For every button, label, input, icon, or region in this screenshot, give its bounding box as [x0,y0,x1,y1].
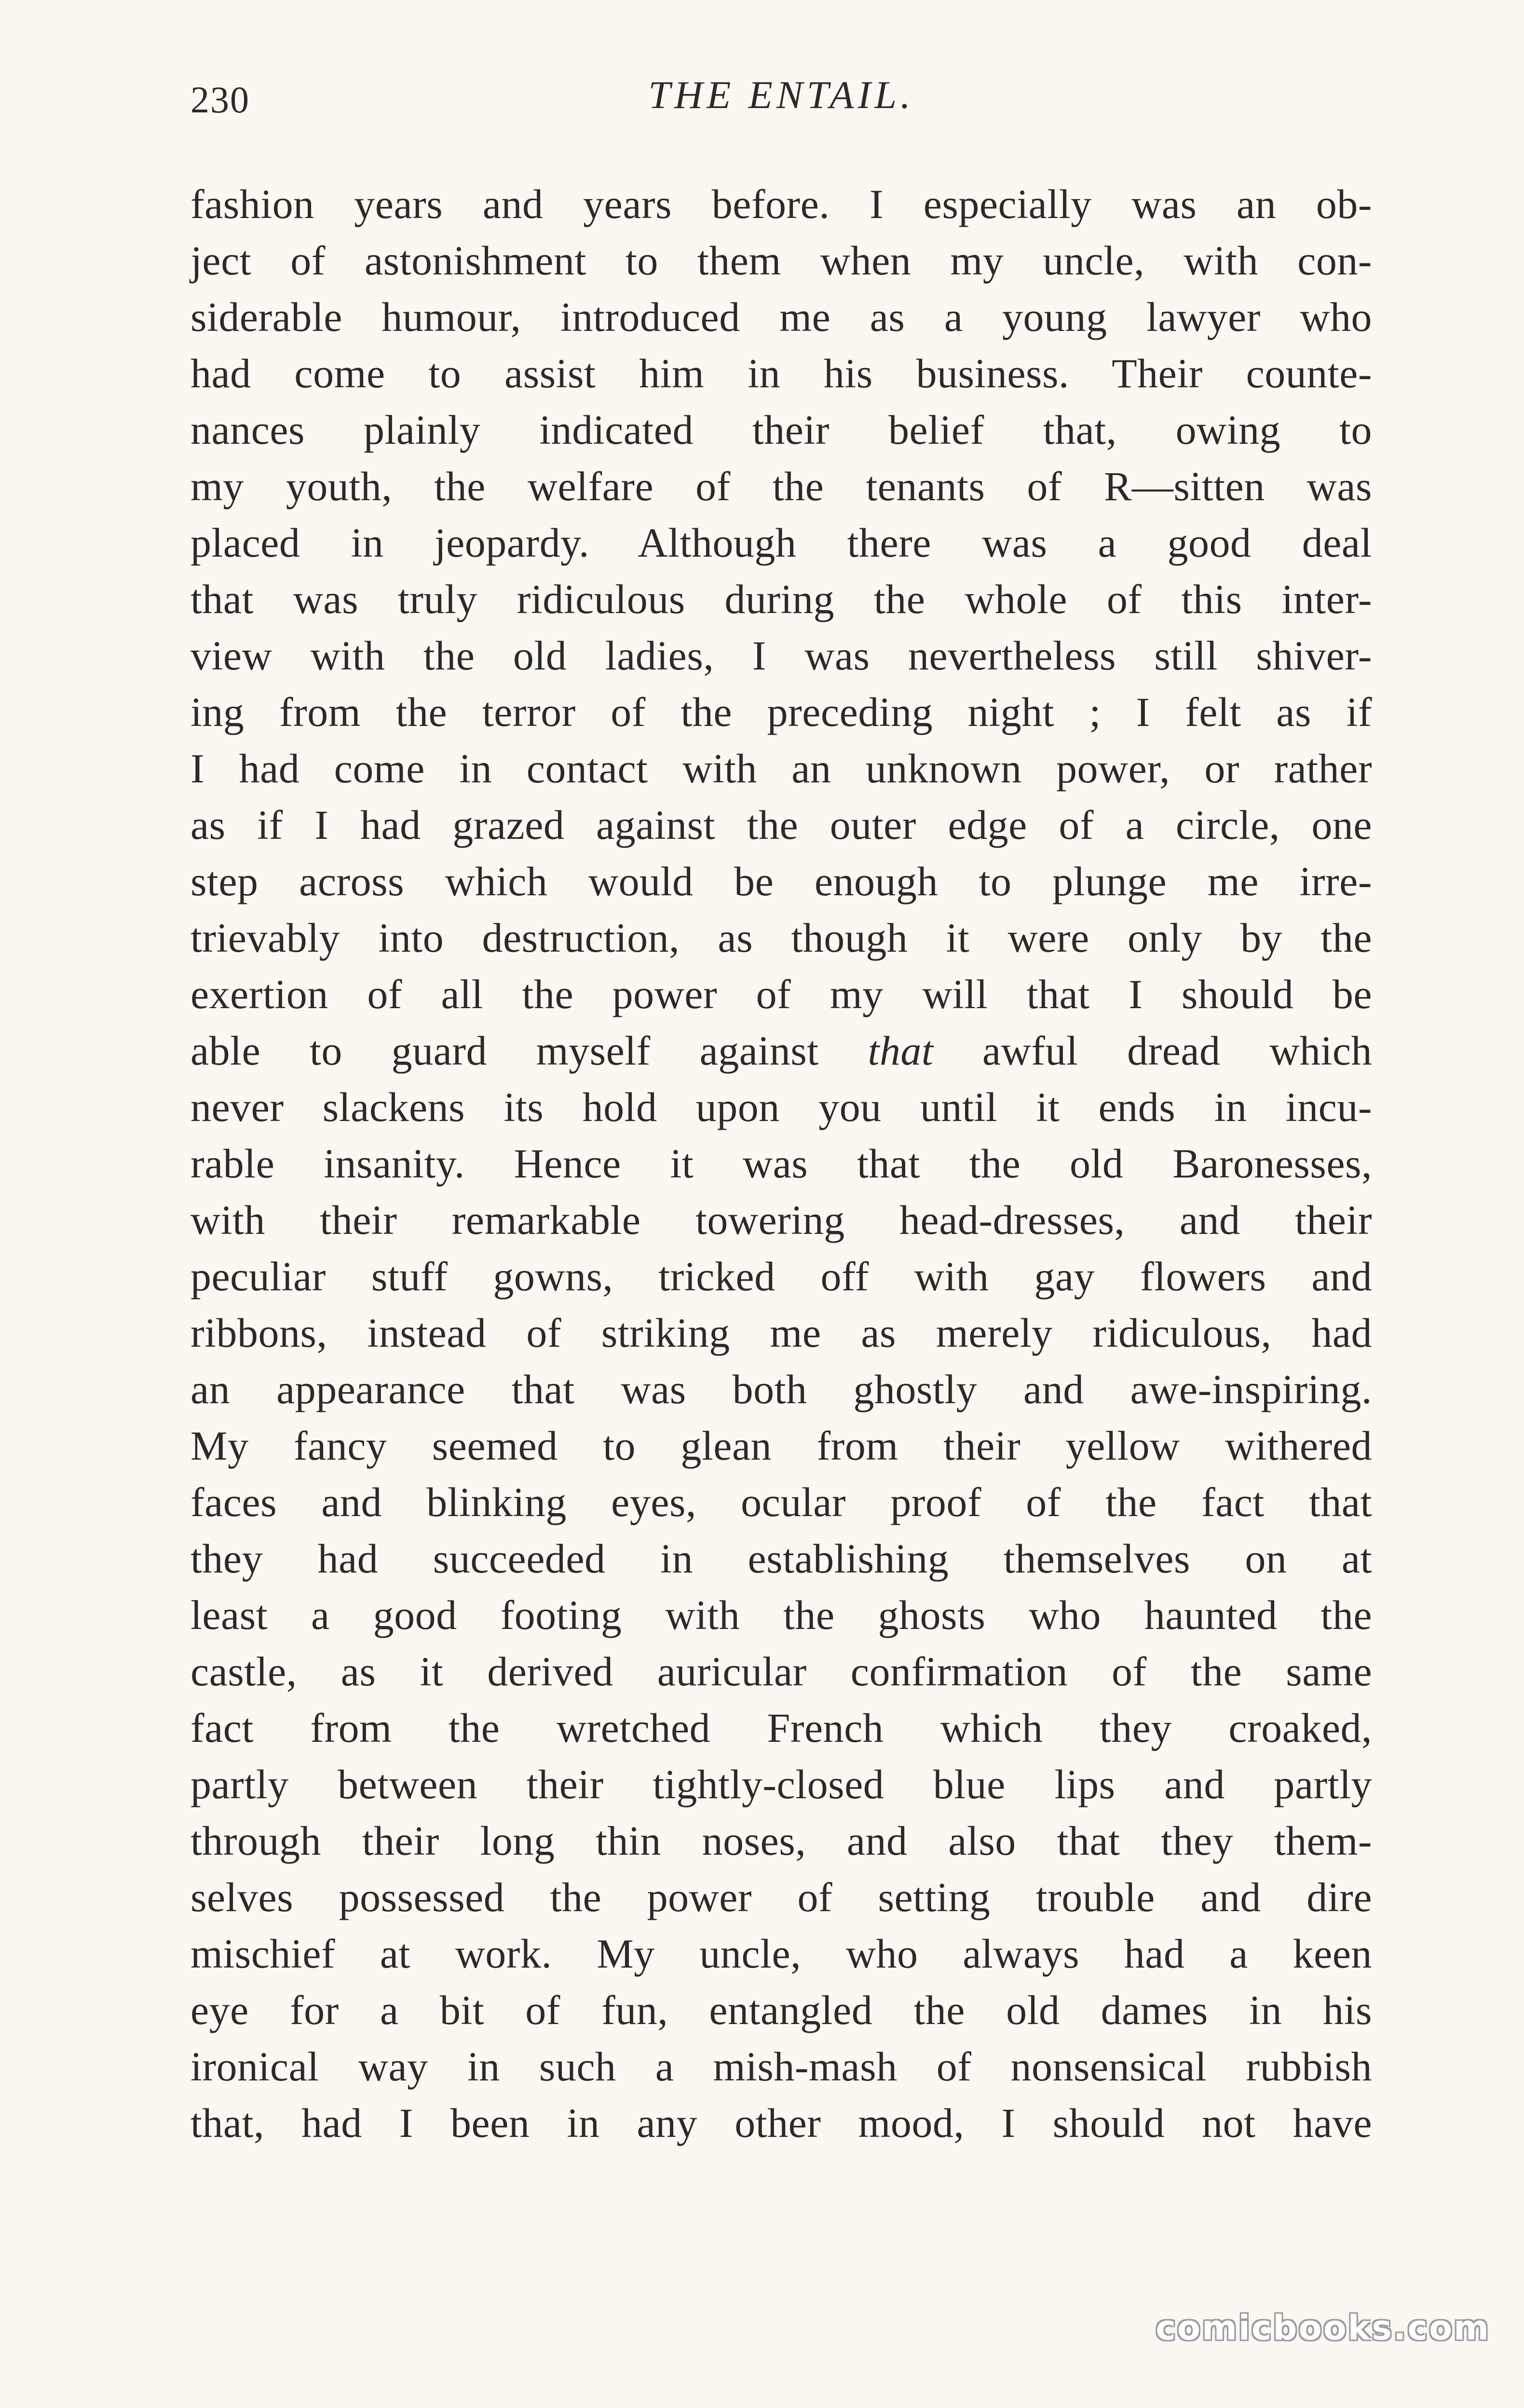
text-line: exertion of all the power of my will that I should be [190,971,1372,1017]
running-title: THE ENTAIL. [648,73,914,117]
text-line: fashion years and years before. I especially was an ob- [190,181,1372,227]
text-line: ribbons, instead of striking me as merely ridiculous, had [190,1310,1372,1356]
text-line: selves possessed the power of setting trouble and dire [190,1874,1372,1920]
text-line: they had succeeded in establishing themselves on at [190,1535,1372,1582]
text-line: as if I had grazed against the outer edge of a circle, one [190,802,1372,848]
text-line: through their long thin noses, and also that they them- [190,1818,1372,1864]
text-line: nances plainly indicated their belief that, owing to [190,407,1372,453]
text-line: ject of astonishment to them when my uncle, with con- [190,237,1372,284]
body-text [190,176,1372,2151]
emphasized-word: that [868,1027,934,1074]
text-line: fact from the wretched French which they croaked, [190,1705,1372,1751]
running-head [190,72,1372,125]
text-line: peculiar stuff gowns, tricked off with gay flowers and [190,1253,1372,1300]
text-line: step across which would be enough to plunge me irre- [190,858,1372,904]
text-line: placed in jeopardy. Although there was a good deal [190,520,1372,566]
watermark: comicbooks.com [1156,2308,1490,2348]
text-line: trievably into destruction, as though it were only by the [190,915,1372,961]
text-line: ing from the terror of the preceding night ; I felt as if [190,689,1372,735]
text-line: eye for a bit of fun, entangled the old dames in his [190,1987,1372,2033]
text-line: faces and blinking eyes, ocular proof of the fact that [190,1479,1372,1525]
page-number: 230 [190,79,250,121]
text-line: partly between their tightly-closed blue lips and partly [190,1761,1372,1807]
text-line: ironical way in such a mish-mash of nonsensical rubbish [190,2043,1372,2090]
text-segment: able to guard myself against [190,1027,819,1074]
text-line: rable insanity. Hence it was that the old Baronesses, [190,1140,1372,1187]
text-line: that, had I been in any other mood, I should not have [190,2100,1372,2146]
text-line: siderable humour, introduced me as a young lawyer who [190,294,1372,340]
text-line: that was truly ridiculous during the whole of this inter- [190,576,1372,622]
text-line: had come to assist him in his business. Their counte- [190,350,1372,397]
text-segment: awful dread which [982,1027,1372,1074]
text-line: mischief at work. My uncle, who always had a keen [190,1930,1372,1977]
text-line: least a good footing with the ghosts who haunted the [190,1592,1372,1638]
text-line: My fancy seemed to glean from their yellow withered [190,1423,1372,1469]
text-line: never slackens its hold upon you until it ends in incu- [190,1084,1372,1130]
text-line: view with the old ladies, I was nevertheless still shiver- [190,632,1372,679]
text-line: with their remarkable towering head-dresses, and their [190,1197,1372,1243]
text-line: I had come in contact with an unknown power, or rather [190,745,1372,792]
text-line: an appearance that was both ghostly and awe-inspiring. [190,1366,1372,1412]
text-line: my youth, the welfare of the tenants of R—sitten was [190,463,1372,509]
text-line-with-emphasis [190,1023,1372,1079]
text-line: castle, as it derived auricular confirmation of the same [190,1648,1372,1695]
